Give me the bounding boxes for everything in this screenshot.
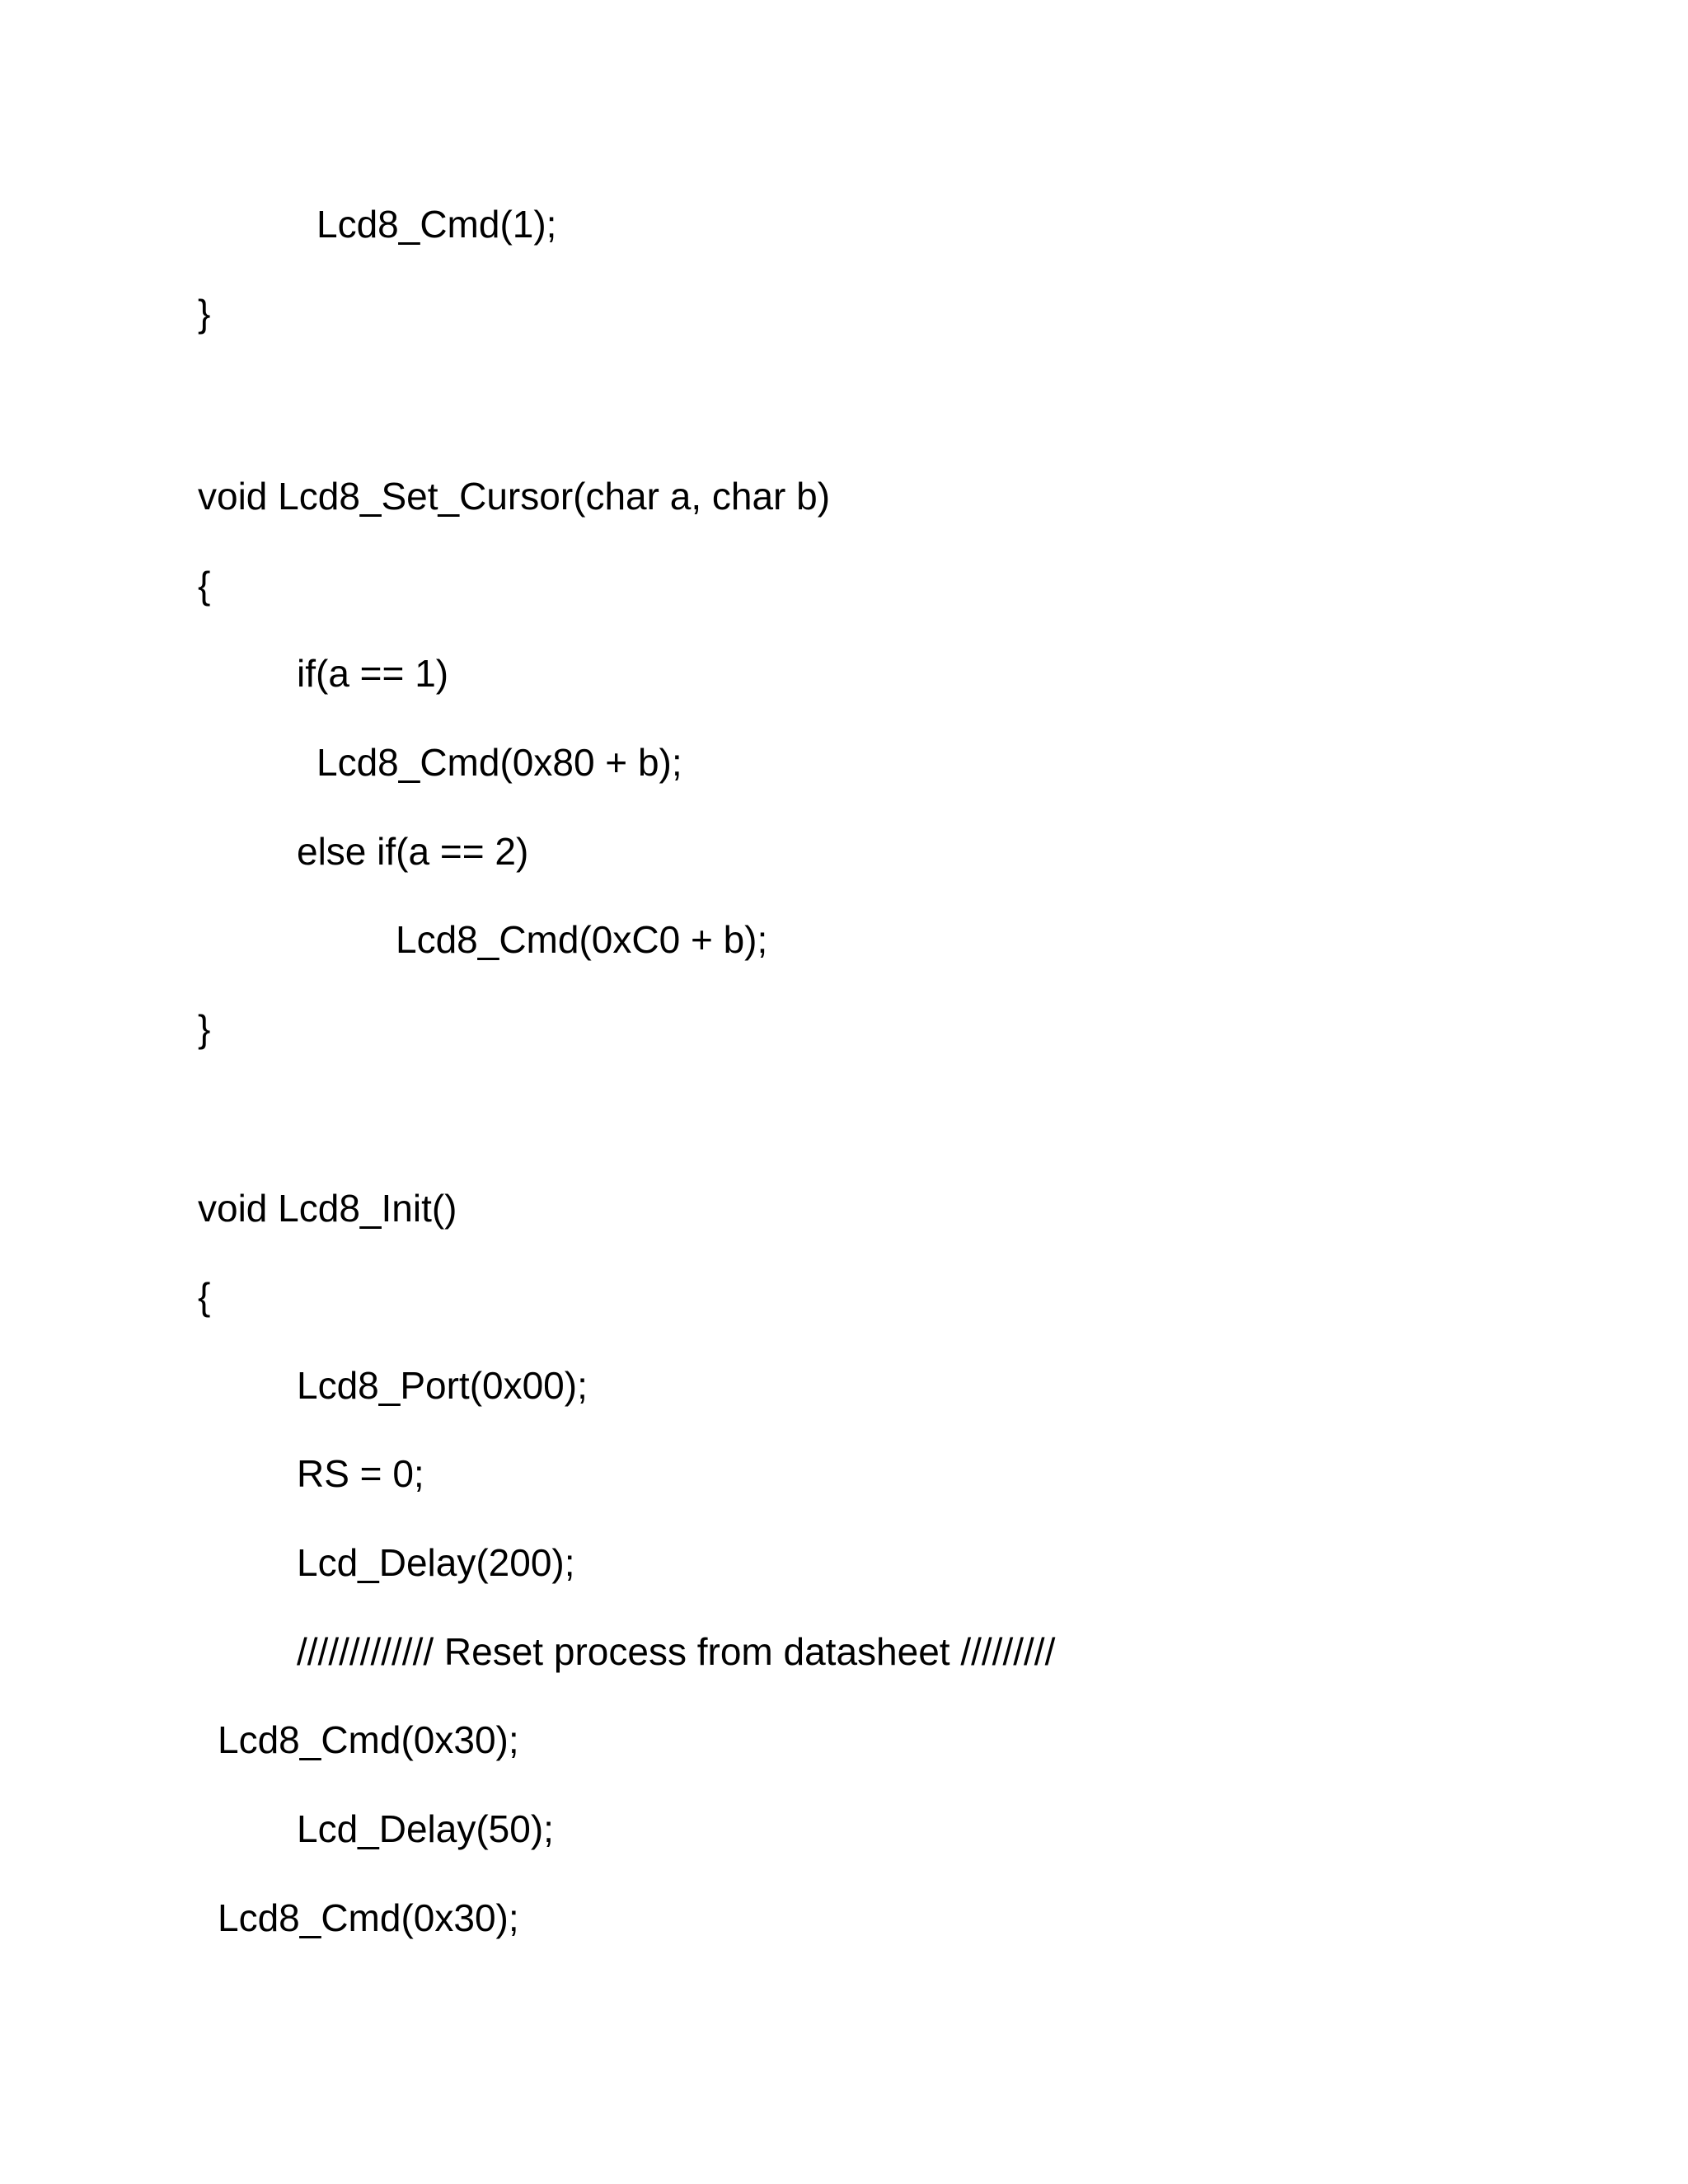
code-line-rs-0: RS = 0; (297, 1452, 424, 1495)
code-line-if-a-1: if(a == 1) (297, 652, 449, 695)
code-line-delay-200: Lcd_Delay(200); (297, 1541, 575, 1584)
code-line-cmd-0x80: Lcd8_Cmd(0x80 + b); (316, 741, 682, 784)
code-line-close-brace: } (198, 1007, 211, 1050)
code-line-port-0x00: Lcd8_Port(0x00); (297, 1364, 588, 1407)
code-line-open-brace: { (198, 1275, 211, 1318)
code-line-cmd-0x30: Lcd8_Cmd(0x30); (218, 1718, 519, 1761)
code-line-reset-comment: ///////////// Reset process from datasheet ///////// (297, 1630, 1056, 1673)
code-line-cmd-0x30: Lcd8_Cmd(0x30); (218, 1896, 519, 1939)
code-line-delay-50: Lcd_Delay(50); (297, 1807, 554, 1850)
code-line-else-if-a-2: else if(a == 2) (297, 830, 529, 873)
code-line-close-brace: } (198, 292, 211, 335)
code-line-set-cursor-signature: void Lcd8_Set_Cursor(char a, char b) (198, 475, 831, 518)
code-line-init-signature: void Lcd8_Init() (198, 1187, 457, 1230)
code-line-open-brace: { (198, 564, 211, 607)
code-line-cmd-0xc0: Lcd8_Cmd(0xC0 + b); (396, 918, 768, 961)
code-line-lcd8-cmd-1: Lcd8_Cmd(1); (316, 203, 557, 246)
